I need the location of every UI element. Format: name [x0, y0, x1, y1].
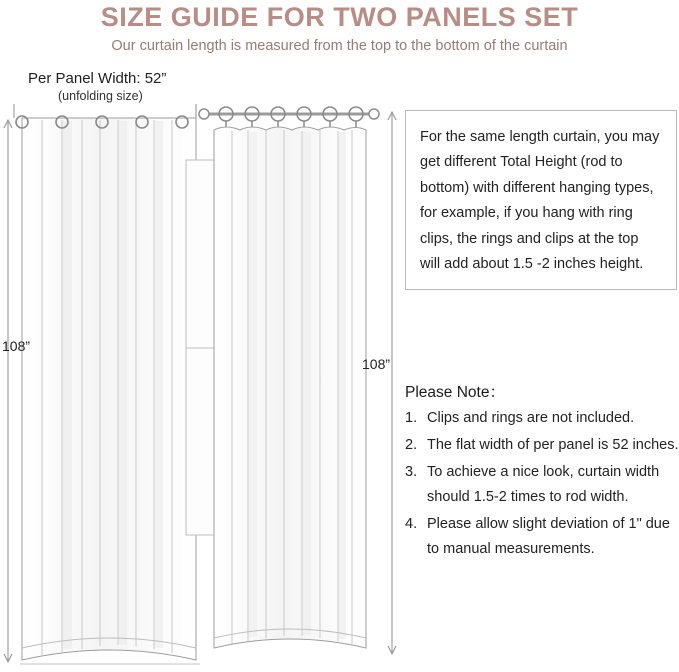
curtain-rod [199, 109, 379, 119]
height-label-right: 108” [362, 356, 391, 372]
list-item-number: 1. [405, 410, 418, 426]
list-item [405, 406, 679, 431]
note-box-text: For the same length curtain, you may get different Total Height (rod to bottom) with different hanging types, for example, if you hang with ring clips, the rings and clips at the top will add about 1.5 -2 inches height. [420, 129, 660, 272]
height-dimension-right [388, 112, 396, 654]
list-item-text: Clips and rings are not included. [427, 410, 635, 426]
right-curtain-panel [214, 107, 366, 648]
note-box [405, 110, 677, 290]
unfolding-size-label: (unfolding size) [58, 89, 143, 103]
panel-width-label: Per Panel Width: 52” [28, 70, 167, 87]
height-dimension-left [4, 120, 12, 662]
please-note-heading: Please Note： [405, 384, 505, 401]
list-item-number: 4. [405, 515, 418, 532]
page-title: SIZE GUIDE FOR TWO PANELS SET [100, 2, 579, 32]
list-item-number: 3. [405, 463, 418, 480]
list-item-text: Please allow slight deviation of 1" due to manual measurements. [427, 515, 670, 557]
list-item [405, 460, 679, 510]
height-label-left: 108” [2, 338, 31, 354]
ring-clips [219, 107, 363, 129]
list-item-text: To achieve a nice look, curtain width should 1.5-2 times to rod width. [427, 463, 660, 505]
left-curtain-panel [16, 116, 196, 660]
page-subtitle: Our curtain length is measured from the top to the bottom of the curtain [111, 38, 568, 54]
list-item-number: 2. [405, 436, 418, 453]
list-item [405, 512, 679, 562]
please-note-list [405, 406, 679, 564]
list-item [405, 433, 679, 458]
list-item-text: The flat width of per panel is 52 inches. [427, 436, 679, 453]
